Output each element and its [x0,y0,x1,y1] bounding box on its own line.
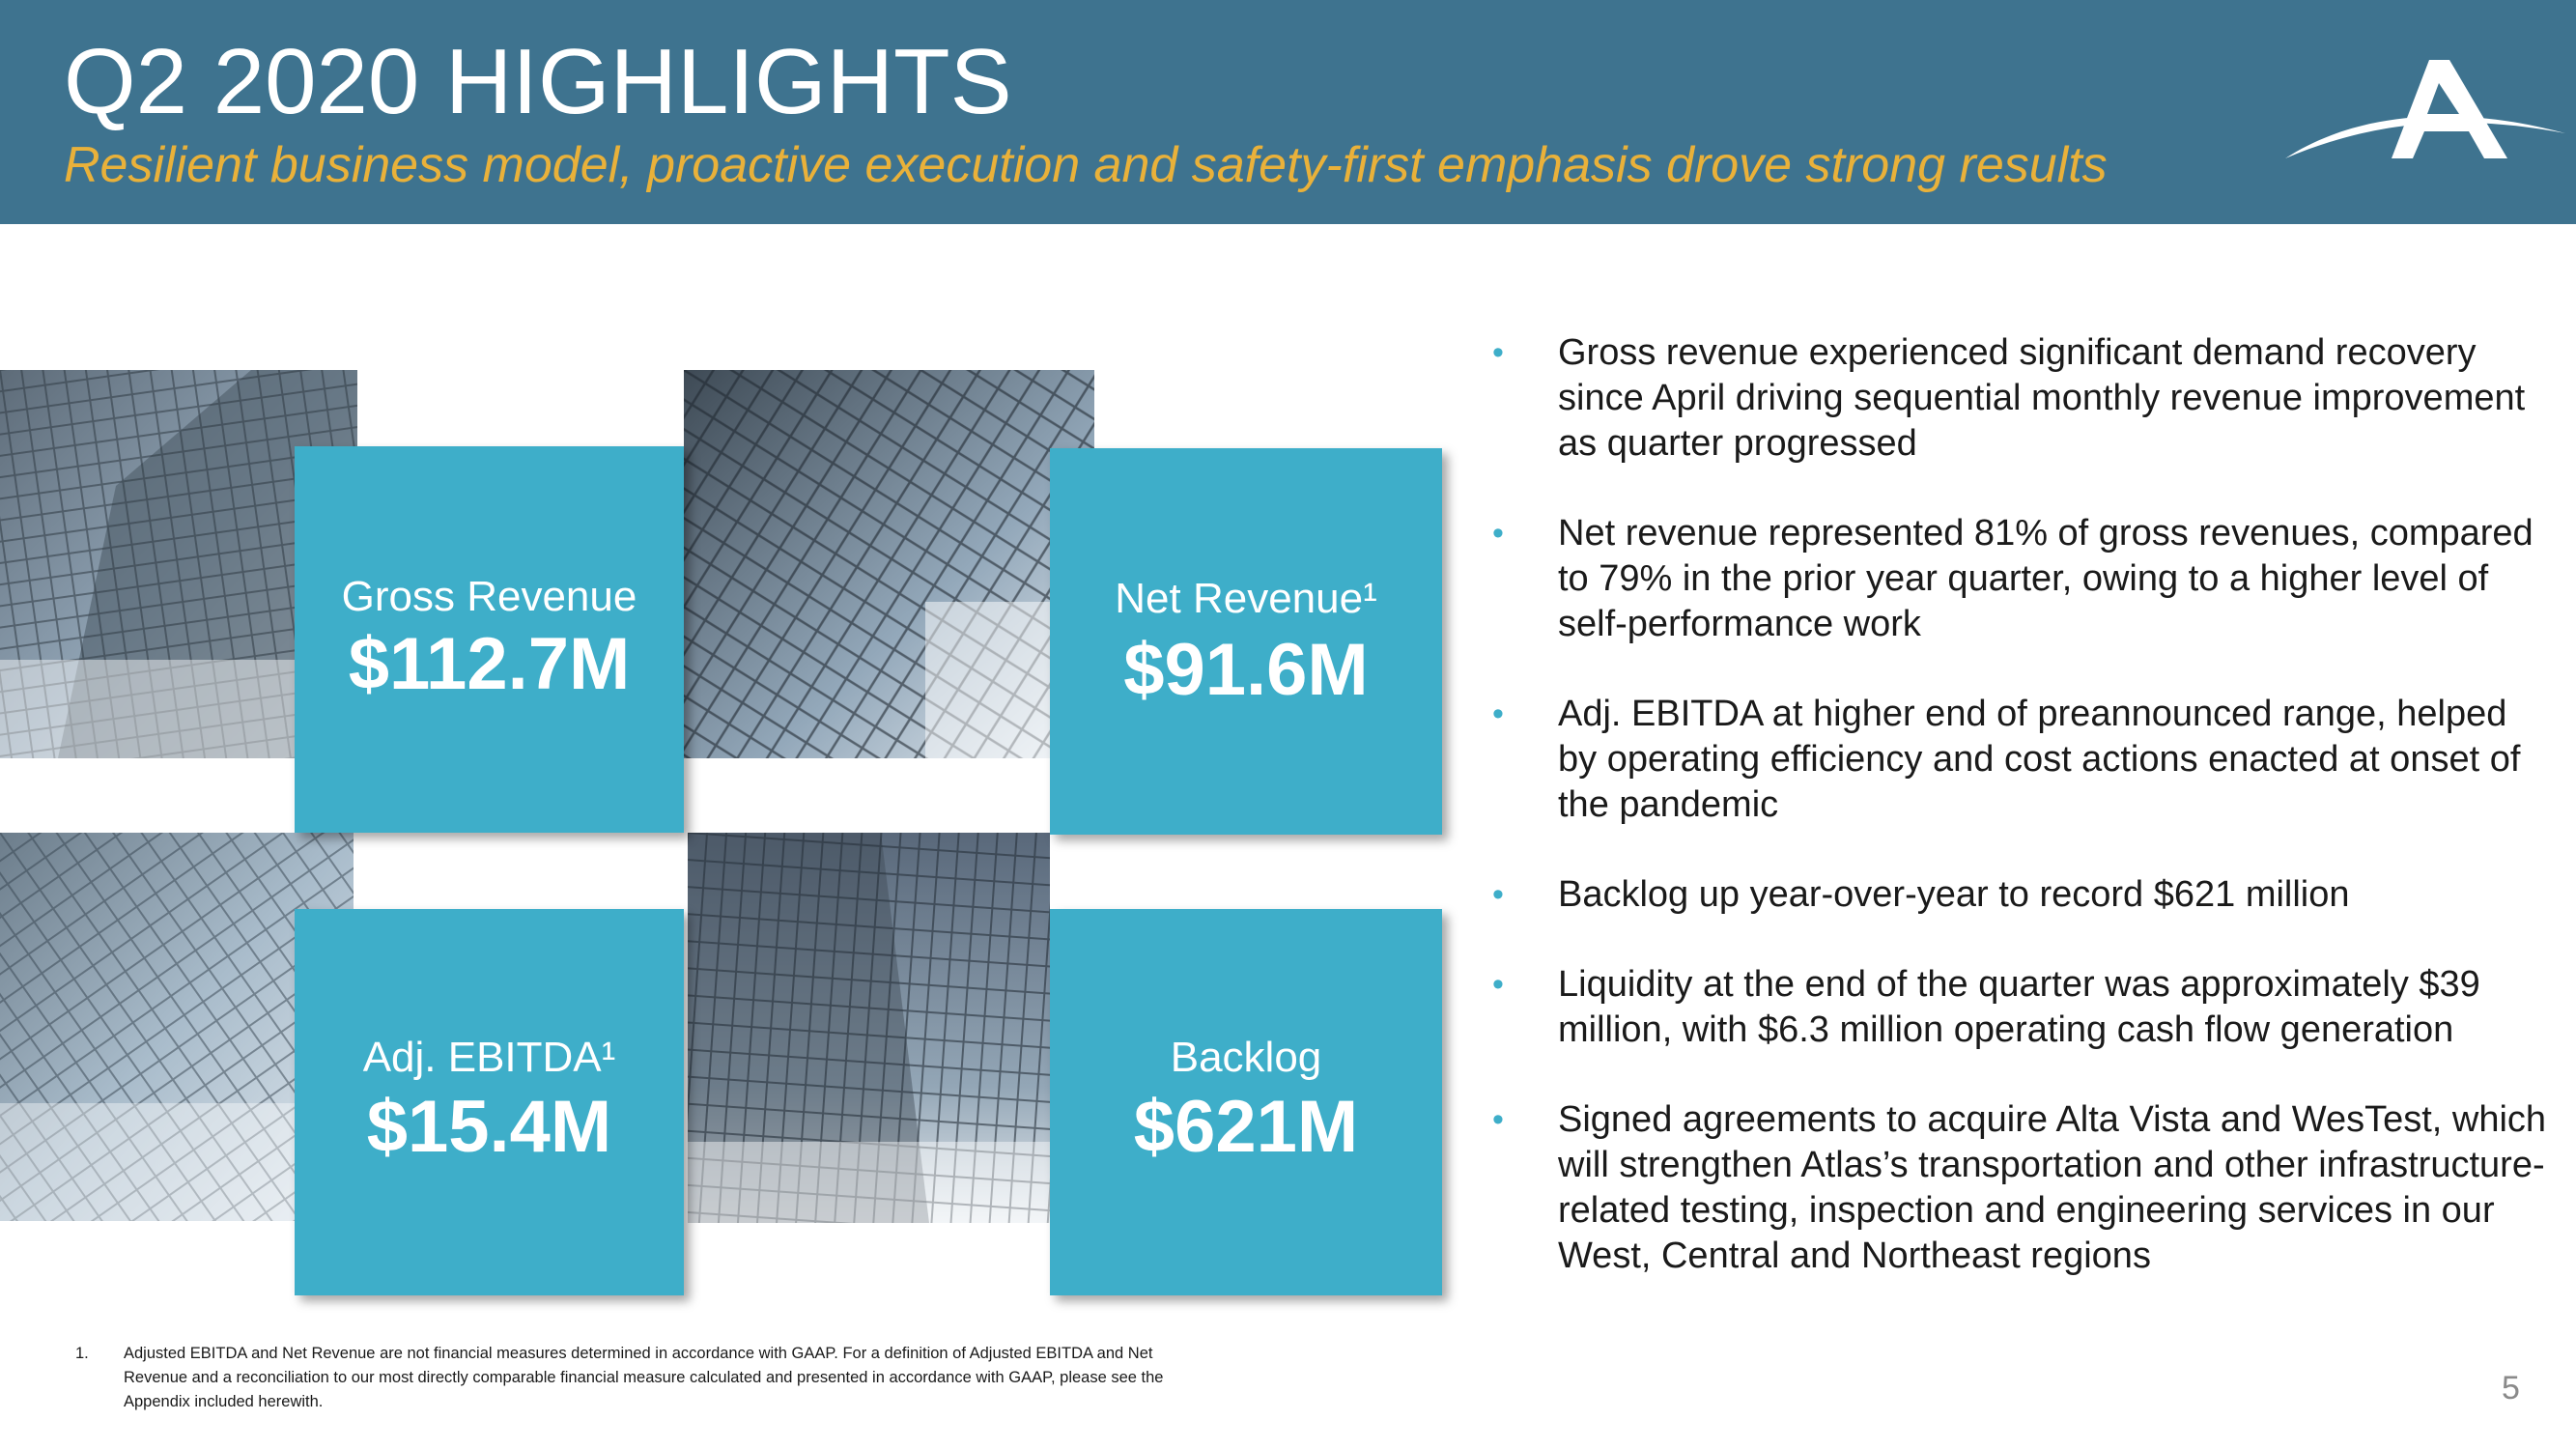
list-item [1492,962,2555,1053]
gross-revenue-card [295,446,684,833]
list-item [1492,692,2555,828]
page-title: Q2 2020 HIGHLIGHTS [64,30,1012,133]
footnote-number: 1. [75,1345,89,1362]
bullet-icon: • [1492,876,1504,913]
bullet-icon: • [1492,1101,1504,1138]
net-revenue-card [1050,448,1442,835]
list-item [1492,511,2555,647]
list-item [1492,330,2555,467]
backlog-label: Backlog [1170,1034,1322,1081]
bullet-icon: • [1492,966,1504,1003]
backlog-card [1050,909,1442,1295]
building-photo-bottom-right [688,833,1050,1223]
net-revenue-label: Net Revenue¹ [1115,575,1377,622]
bullet-text: Adj. EBITDA at higher end of preannounced range, helped by operating efficiency and cost actions enacted at onset of the pandemic [1558,694,2521,825]
page-number: 5 [2502,1370,2520,1406]
bullet-text: Signed agreements to acquire Alta Vista and WesTest, which will strengthen Atlas’s transportation and other infrastructure-related testing, inspection and engineering services in our West, Central and Northeast regions [1558,1099,2547,1276]
adj-ebitda-value: $15.4M [366,1086,612,1168]
net-revenue-value: $91.6M [1123,629,1369,711]
atlas-a-logo-icon [2279,50,2569,166]
bullet-text: Liquidity at the end of the quarter was approximately $39 million, with $6.3 million operating cash flow generation [1558,964,2480,1050]
page-subtitle: Resilient business model, proactive execution and safety-first emphasis drove strong results [64,137,2108,193]
bullet-icon: • [1492,334,1504,371]
footnote-text: Adjusted EBITDA and Net Revenue are not financial measures determined in accordance with GAAP. For a definition of Adjusted EBITDA and Net Revenue and a reconciliation to our most directly comparable financial measure calculated and presented in accordance with GAAP, please see the Appendix included herewith. [124,1345,1164,1410]
adj-ebitda-card [295,909,684,1295]
backlog-value: $621M [1133,1086,1359,1168]
gross-revenue-value: $112.7M [348,623,631,705]
gross-revenue-label: Gross Revenue [341,573,637,620]
building-photo-top-right [684,370,1094,758]
adj-ebitda-label: Adj. EBITDA¹ [362,1034,616,1081]
bullet-text: Net revenue represented 81% of gross revenues, compared to 79% in the prior year quarter, owing to a higher level of self-performance work [1558,513,2534,644]
highlights-list [1492,330,2555,1323]
bullet-text: Backlog up year-over-year to record $621 million [1558,874,2350,915]
header-banner [0,0,2576,224]
bullet-text: Gross revenue experienced significant demand recovery since April driving sequential monthly revenue improvement as quarter progressed [1558,332,2526,464]
bullet-icon: • [1492,515,1504,552]
list-item [1492,1097,2555,1279]
list-item [1492,872,2555,918]
bullet-icon: • [1492,696,1504,732]
